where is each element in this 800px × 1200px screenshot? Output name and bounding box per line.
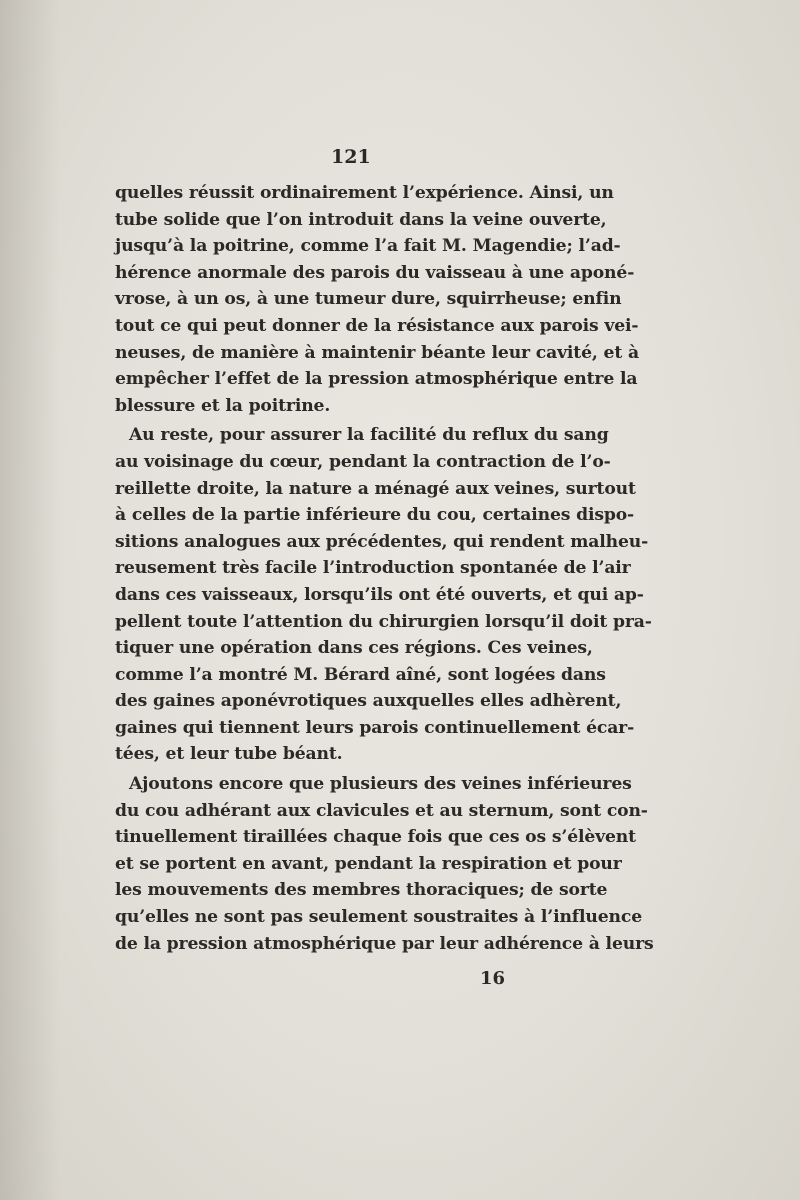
- text-line: des gaines aponévrotiques auxquelles elles adhèrent,: [115, 691, 622, 712]
- text-line: neuses, de manière à maintenir béante leur cavité, et à: [115, 342, 639, 363]
- text-line: tube solide que l’on introduit dans la veine ouverte,: [115, 209, 607, 230]
- signature-mark: 16: [480, 968, 506, 989]
- text-line: tiquer une opération dans ces régions. Ces veines,: [115, 638, 593, 659]
- text-line: et se portent en avant, pendant la respiration et pour: [115, 853, 622, 874]
- text-line: gaines qui tiennent leurs parois continuellement écar-: [115, 717, 635, 738]
- paragraph: [115, 771, 654, 957]
- text-line: au voisinage du cœur, pendant la contraction de l’o-: [115, 451, 611, 472]
- text-line: de la pression atmosphérique par leur adhérence à leurs: [115, 933, 654, 954]
- text-line: vrose, à un os, à une tumeur dure, squirrheuse; enfin: [115, 289, 622, 310]
- text-line: pellent toute l’attention du chirurgien lorsqu’il doit pra-: [115, 611, 652, 632]
- text-line: qu’elles ne sont pas seulement soustraites à l’influence: [115, 907, 643, 928]
- body-text: [115, 180, 654, 957]
- text-line: reusement très facile l’introduction spontanée de l’air: [115, 558, 631, 579]
- text-line: Au reste, pour assurer la facilité du reflux du sang: [129, 425, 609, 446]
- page-number: 121: [331, 146, 371, 168]
- text-line: les mouvements des membres thoraciques; de sorte: [115, 880, 608, 901]
- text-line: empêcher l’effet de la pression atmosphérique entre la: [115, 369, 638, 390]
- text-line: comme l’a montré M. Bérard aîné, sont logées dans: [115, 664, 606, 685]
- text-line: sitions analogues aux précédentes, qui rendent malheu-: [115, 531, 649, 552]
- text-line: quelles réussit ordinairement l’expérience. Ainsi, un: [115, 183, 614, 203]
- text-line: blessure et la poitrine.: [115, 395, 331, 416]
- paragraph: [115, 180, 639, 419]
- text-line: Ajoutons encore que plusieurs des veines inférieures: [129, 774, 632, 795]
- text-line: à celles de la partie inférieure du cou, certaines dispo-: [115, 505, 635, 526]
- paragraph: [115, 422, 652, 768]
- text-line: tées, et leur tube béant.: [115, 744, 343, 765]
- text-line: tinuellement tiraillées chaque fois que ces os s’élèvent: [115, 827, 636, 848]
- text-line: dans ces vaisseaux, lorsqu’ils ont été ouverts, et qui ap-: [115, 584, 644, 605]
- text-line: hérence anormale des parois du vaisseau à une aponé-: [115, 262, 635, 283]
- text-line: du cou adhérant aux clavicules et au sternum, sont con-: [115, 800, 648, 821]
- text-line: jusqu’à la poitrine, comme l’a fait M. Magendie; l’ad-: [115, 236, 621, 257]
- text-line: tout ce qui peut donner de la résistance aux parois vei-: [115, 315, 639, 336]
- text-line: reillette droite, la nature a ménagé aux veines, surtout: [115, 478, 636, 499]
